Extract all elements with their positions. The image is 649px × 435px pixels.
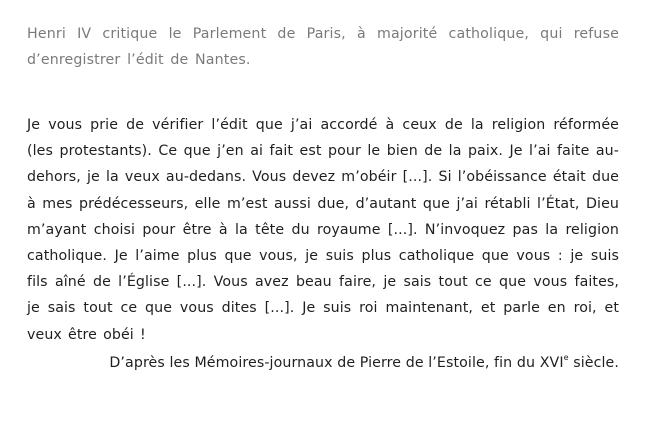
document: [27, 22, 619, 376]
source-superscript: e: [563, 353, 569, 363]
intro-text: Henri IV critique le Parlement de Paris, à majorité catholique, qui refuse d’enregistrer l’édit de Nantes.: [27, 26, 619, 68]
source-citation: [27, 350, 619, 376]
source-text: D’après les Mémoires-journaux de Pierre de l’Estoile, fin du XVI: [109, 354, 564, 371]
quote-text: Je vous prie de vérifier l’édit que j’ai accordé à ceux de la religion réformée (les protestants). Ce que j’en ai fait est pour le bien de la paix. Je l’ai faite au-dehors, je la veux au-dedans. Vous devez m’obéir [...]. Si l’obéissance était due à mes prédécesseurs, elle m’est aussi due, d’autant que j’ai rétabli l’État, Dieu m’ayant choisi pour être à la tête du royaume [...]. N’invoquez pas la religion catholique. Je l’aime plus que vous, je suis plus catholique que vous : je suis fils aîné de l’Église [...]. Vous avez beau faire, je sais tout ce que vous faites, je sais tout ce que vous dites [...]. Je suis roi maintenant, et parle en roi, et veux être obéi !: [27, 117, 619, 343]
source-suffix: siècle.: [568, 354, 619, 371]
